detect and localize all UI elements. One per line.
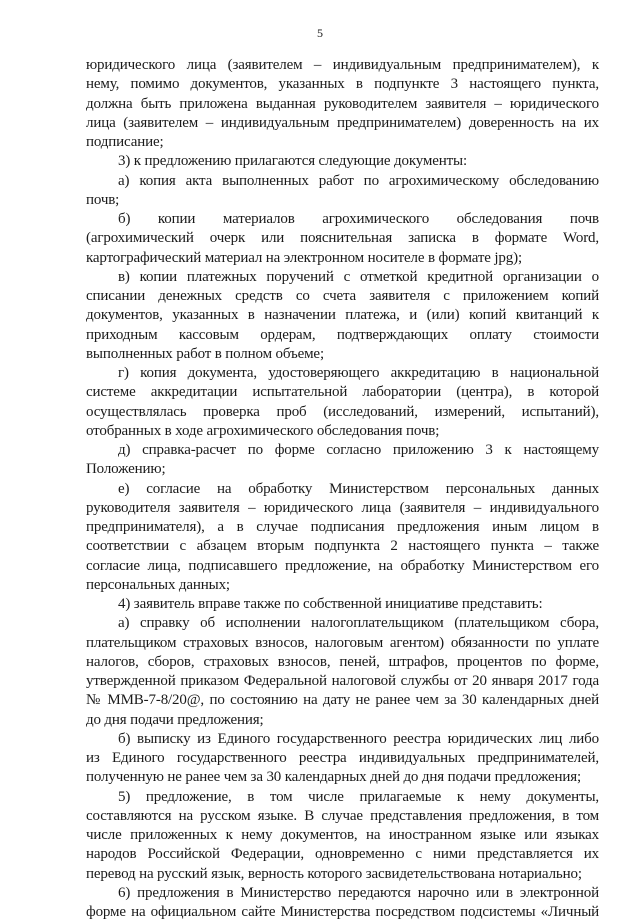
text-line: согласие лица, подписавшего предложение, на обработку Министерством его [86,557,599,574]
text-line: системе аккредитации испытательной лаборатории (центра), в которой [86,384,599,401]
text-line: руководителя заявителя – юридического лица (заявителя – индивидуального [86,499,599,516]
text-line: 6) предложения в Министерство передаются нарочно или в электронной [118,884,599,901]
text-line: (агрохимический очерк или пояснительная записка в формате Word, [86,230,599,247]
text-line: списании денежных средств со счета заявителя с приложением копий [86,288,599,304]
text-line: в) копии платежных поручений с отметкой кредитной организации о [118,268,599,285]
text-line: отобранных в ходе агрохимического обследования почв; [86,422,440,439]
text-line: соответствии с абзацем вторым подпункта 2 настоящего пункта – также [86,538,599,555]
text-line: а) копия акта выполненных работ по агрохимическому обследованию [118,172,599,189]
text-line: 4) заявитель вправе также по собственной инициативе представить: [118,596,543,612]
text-line: юридического лица (заявителем – индивидуальным предпринимателем), к [86,57,599,73]
text-line: из Единого государственного реестра индивидуальных предпринимателей, [86,750,599,766]
text-line: предпринимателя), а в случае подписания предложения иным лицом в [86,519,599,535]
text-line: числе приложенных к нему документов, на иностранном языке или языках [86,827,599,843]
text-line: д) справка-расчет по форме согласно приложению 3 к настоящему [118,442,599,458]
text-line: форме на официальном сайте Министерства посредством подсистемы «Личный [86,904,599,920]
text-line: а) справку об исполнении налогоплательщиком (плательщиком сбора, [118,615,599,632]
text-line: подписание; [86,134,164,150]
text-line: г) копия документа, удостоверяющего аккредитацию в национальной [118,365,599,381]
text-line: до дня подачи предложения; [86,711,264,728]
text-line: должна быть приложена выданная руководителем заявителя – юридического [86,95,599,112]
text-line: б) копии материалов агрохимического обследования почв [118,211,599,227]
text-line: № ММВ-7-8/20@, по состоянию на дату не ранее чем за 30 календарных дней [86,692,599,709]
text-line: Положению; [86,461,166,478]
text-line: полученную не ранее чем за 30 календарных дней до дня подачи предложения; [86,769,582,786]
text-line: плательщиком страховых взносов, налоговым агентом) обязанности по уплате [86,634,599,651]
text-line: нему, помимо документов, указанных в подпункте 3 настоящего пункта, [86,76,599,93]
text-line: перевод на русский язык, верность которого засвидетельствована нотариально; [86,865,582,882]
text-line: почв; [86,191,120,208]
page-number: 5 [317,26,323,40]
text-line: персональных данных; [86,576,230,593]
text-line: утвержденной приказом Федеральной налоговой службы от 20 января 2017 года [86,673,599,689]
text-line: б) выписку из Единого государственного реестра юридических лиц либо [118,730,599,747]
text-line: осуществлялась проверка проб (исследований, измерений, испытаний), [86,403,599,420]
text-line: приходным кассовым ордерам, подтверждающих оплату стоимости [86,326,599,343]
text-line: налогов, сборов, страховых взносов, пеней, штрафов, процентов по форме, [86,653,599,670]
text-line: 3) к предложению прилагаются следующие документы: [118,153,467,170]
text-line: составляются на русском языке. В случае представления предложения, в том [86,807,599,824]
text-line: выполненных работ в полном объеме; [86,345,324,362]
text-line: народов Российской Федерации, одновременно с ними представляется их [86,846,599,863]
text-line: е) согласие на обработку Министерством персональных данных [118,480,599,497]
text-line: лица (заявителем – индивидуальным предпринимателем) доверенность на их [86,114,599,131]
text-line: картографический материал на электронном носителе в формате jpg); [86,249,522,266]
text-line: 5) предложение, в том числе прилагаемые к нему документы, [118,788,599,805]
text-line: документов, указанных в назначении платежа, и (или) копий квитанций к [86,307,599,324]
